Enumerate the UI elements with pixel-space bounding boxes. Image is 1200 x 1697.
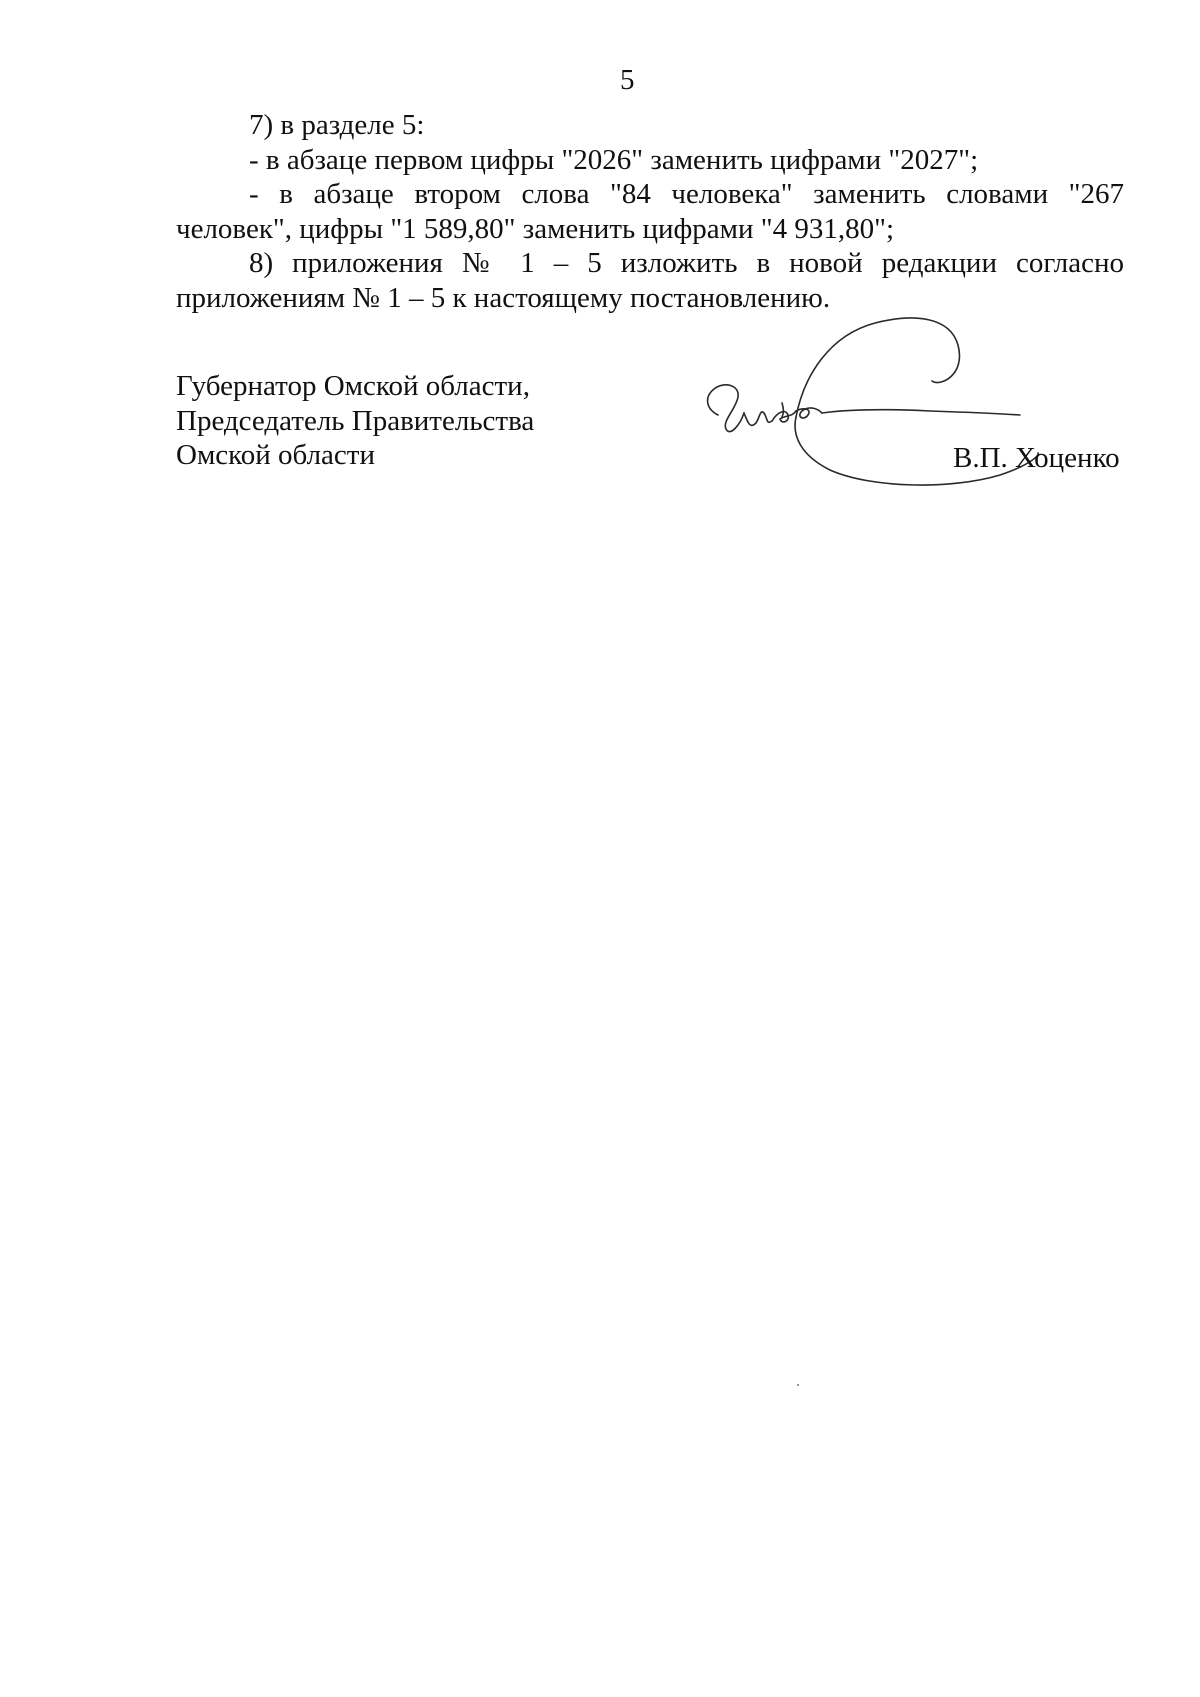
- document-body: [176, 108, 1124, 315]
- signatory-position-line-2: Председатель Правительства: [176, 404, 535, 437]
- handwritten-signature: [700, 305, 1060, 505]
- signatory-position-line-3: Омской области: [176, 439, 375, 471]
- paragraph-subitem-second-abzac: - в абзаце втором слова "84 человека" заменить словами "267 человек", цифры "1 589,80" заменить цифрами "4 931,80";: [176, 178, 1124, 245]
- signatory-position-line-1: Губернатор Омской области,: [176, 370, 530, 402]
- signatory-position: [176, 369, 534, 473]
- paragraph-subitem-first-abzac: - в абзаце первом цифры "2026" заменить цифрами "2027";: [249, 143, 979, 176]
- scan-artifact-dot: [797, 1384, 799, 1386]
- signatory-name: В.П. Хоценко: [953, 442, 1120, 474]
- paragraph-item-8: 8) приложения № 1 – 5 изложить в новой редакции согласно приложениям № 1 – 5 к настоящему постановлению.: [176, 247, 1124, 314]
- paragraph-item-7: 7) в разделе 5:: [249, 109, 425, 141]
- page-number: 5: [620, 64, 635, 96]
